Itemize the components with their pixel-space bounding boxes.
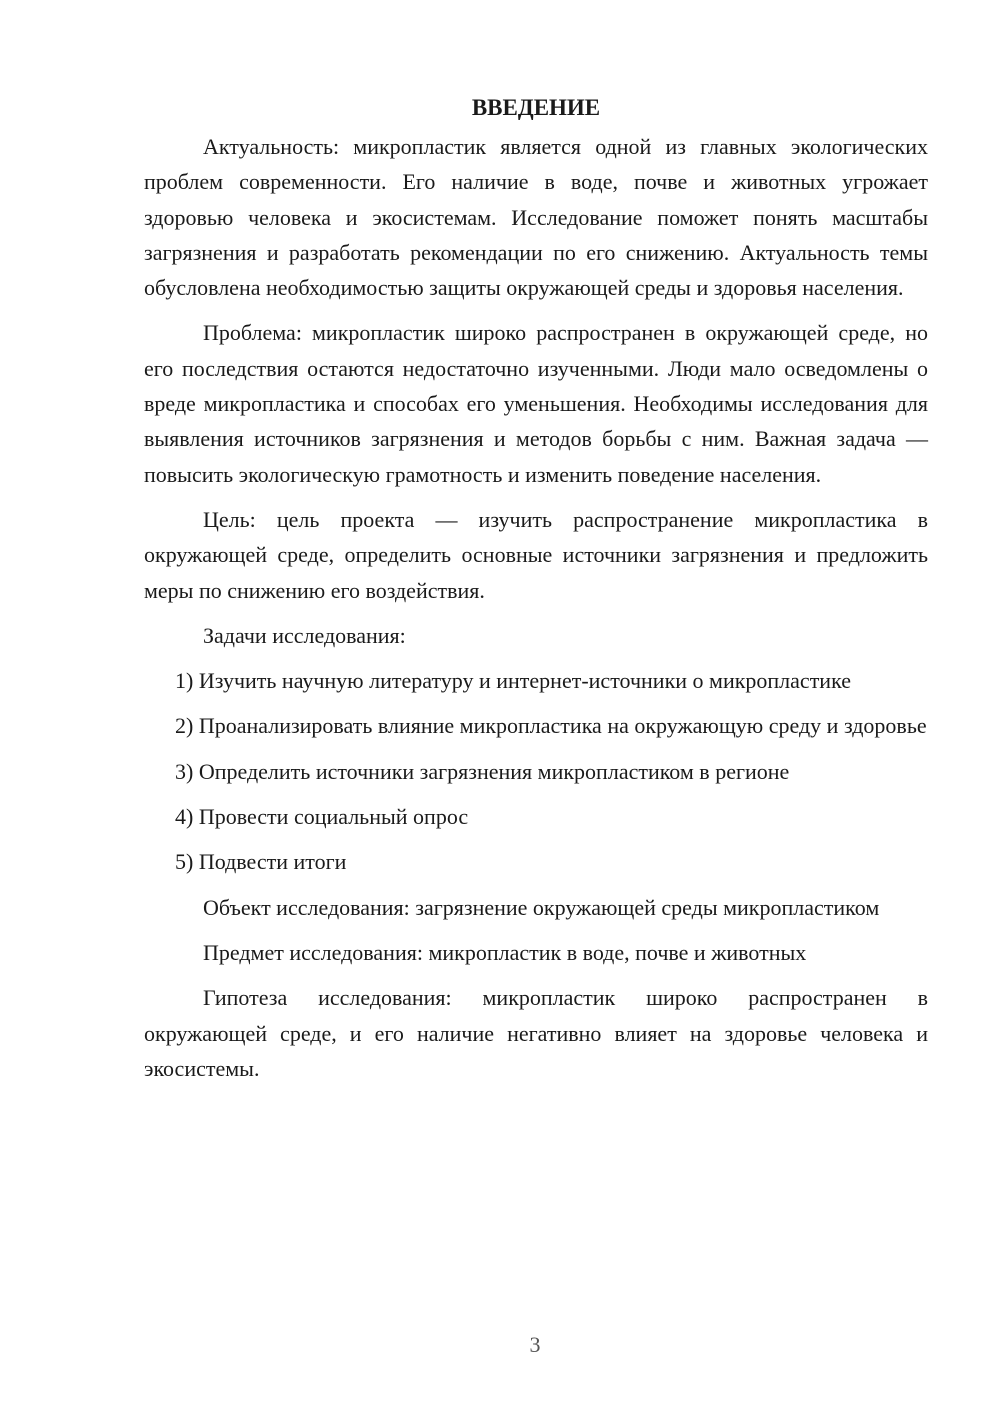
- tasks-heading: Задачи исследования:: [203, 622, 406, 648]
- list-item: 3) Определить источники загрязнения микропластиком в регионе: [175, 758, 790, 784]
- goal-paragraph: Цель: цель проекта — изучить распространение микропластика в окружающей среде, определить основные источники загрязнения и предложить меры по снижению его воздействия.: [144, 506, 928, 603]
- list-item: 5) Подвести итоги: [175, 849, 347, 875]
- subject-paragraph: Предмет исследования: микропластик в воде, почве и животных: [203, 939, 807, 965]
- list-item: 4) Провести социальный опрос: [175, 804, 469, 830]
- tasks-list: [144, 663, 928, 879]
- object-paragraph: Объект исследования: загрязнение окружающей среды микропластиком: [203, 894, 880, 920]
- hypothesis-paragraph: Гипотеза исследования: микропластик широко распространен в окружающей среде, и его наличие негативно влияет на здоровье человека и экосистемы.: [144, 985, 928, 1081]
- list-item: 1) Изучить научную литературу и интернет-источники о микропластике: [175, 668, 851, 694]
- document-page: [144, 90, 928, 1096]
- problem-paragraph: Проблема: микропластик широко распространен в окружающей среде, но его последствия остаются недостаточно изученными. Люди мало осведомлены о вреде микропластика и способах его уменьшения. Необходимы исследования для выявления источников загрязнения и методов борьбы с ним. Важная задача — повысить экологическую грамотность и изменить поведение населения.: [144, 320, 928, 487]
- list-item: 2) Проанализировать влияние микропластика на окружающую среду и здоровье: [175, 713, 927, 739]
- relevance-paragraph: Актуальность: микропластик является одной из главных экологических проблем современности. Его наличие в воде, почве и животных угрожает здоровью человека и экосистемам. Исследование поможет понять масштабы загрязнения и разработать рекомендации по его снижению. Актуальность темы обусловлена необходимостью защиты окружающей среды и здоровья населения.: [144, 134, 928, 301]
- page-title: ВВЕДЕНИЕ: [471, 95, 601, 120]
- page-number: 3: [529, 1332, 541, 1357]
